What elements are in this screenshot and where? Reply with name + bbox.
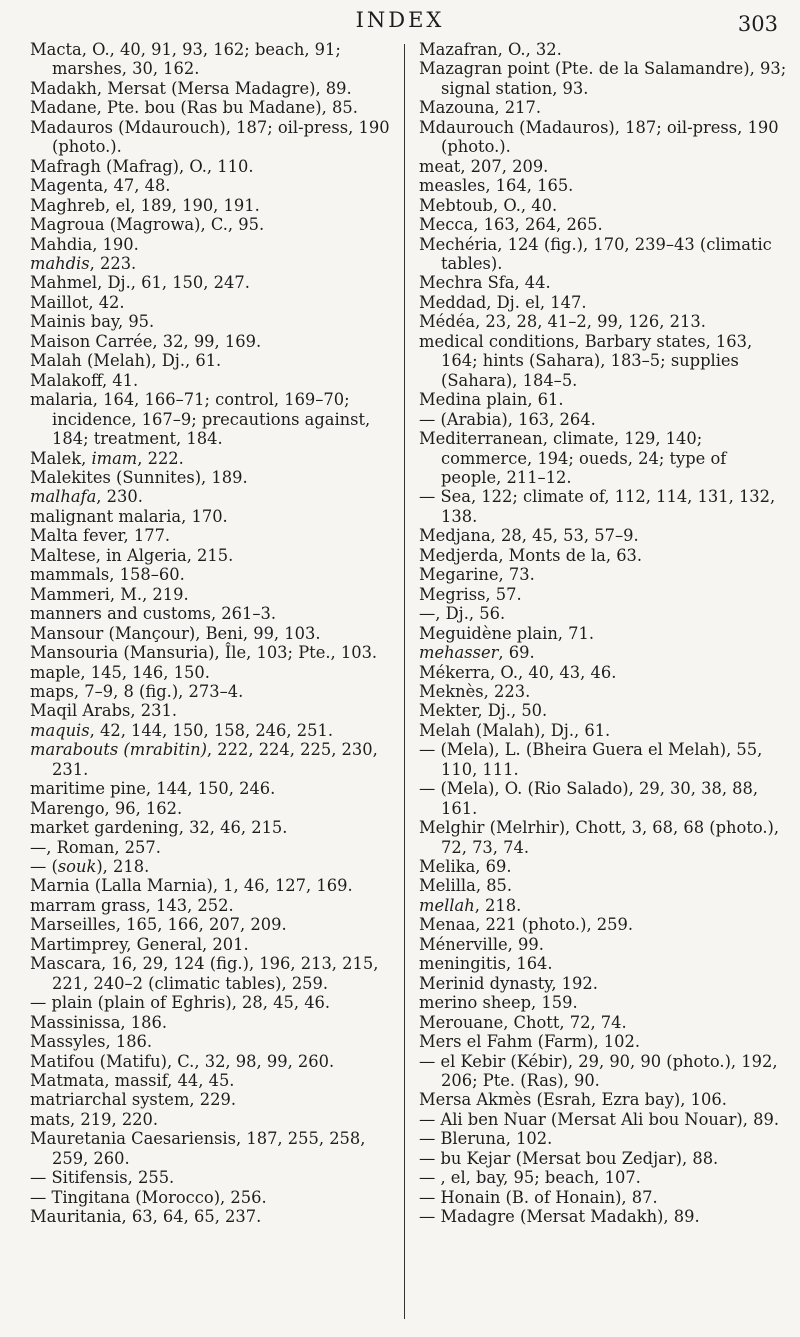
index-entry	[30, 371, 402, 390]
index-entry-text: — plain (plain of Eghris), 28, 45, 46.	[30, 993, 331, 1013]
index-entry	[419, 624, 791, 643]
index-column-left	[30, 40, 402, 1227]
index-entry	[419, 526, 791, 545]
index-entry	[30, 176, 402, 195]
index-entry-text: Meddad, Dj. el, 147.	[419, 292, 587, 312]
index-entry-text: —, Roman, 257.	[30, 837, 161, 857]
index-entry	[30, 779, 402, 798]
index-entry-text: marram grass, 143, 252.	[30, 895, 234, 915]
index-entry	[30, 1188, 402, 1207]
index-entry-text: Madakh, Mersat (Mersa Madagre), 89.	[30, 78, 352, 98]
index-entry-text: Médéa, 23, 28, 41–2, 99, 126, 213.	[419, 312, 706, 332]
index-entry-text: Mebtoub, O., 40.	[419, 195, 558, 215]
index-entry	[30, 468, 402, 487]
index-entry	[419, 682, 791, 701]
index-entry-text: Melilla, 85.	[419, 876, 513, 896]
index-entry	[30, 118, 402, 157]
index-entry	[419, 118, 791, 157]
index-entry	[419, 293, 791, 312]
index-entry-text: —, Dj., 56.	[419, 604, 506, 624]
index-entry	[30, 740, 402, 779]
index-entry	[419, 565, 791, 584]
index-entry	[419, 235, 791, 274]
index-entry	[30, 838, 402, 857]
index-entry-text: Mazagran point (Pte. de la Salamandre), 93; signal station, 93.	[419, 59, 787, 98]
index-entry	[30, 487, 402, 506]
index-entry	[30, 1207, 402, 1226]
index-entry	[419, 701, 791, 720]
index-entry-text: Massyles, 186.	[30, 1032, 153, 1052]
index-entry-text: Mdaurouch (Madauros), 187; oil-press, 190 (photo.).	[419, 117, 779, 157]
index-entry	[419, 1149, 791, 1168]
index-entry	[419, 954, 791, 973]
index-entry	[419, 196, 791, 215]
index-entry	[30, 604, 402, 623]
index-entry	[30, 332, 402, 351]
index-entry-text: matriarchal system, 229.	[30, 1090, 236, 1110]
index-entry	[30, 643, 402, 662]
index-entry	[419, 585, 791, 604]
index-entry-text: Melah (Malah), Dj., 61.	[419, 720, 611, 740]
index-entry-text: Magenta, 47, 48.	[30, 176, 171, 196]
index-entry	[30, 79, 402, 98]
index-entry-text: Marseilles, 165, 166, 207, 209.	[30, 915, 287, 935]
index-entry-text: medical conditions, Barbary states, 163, 164; hints (Sahara), 183–5; supplies (Sahara), 184–5.	[419, 331, 753, 390]
index-entry-text: Mediterranean, climate, 129, 140; commerce, 194; oueds, 24; type of people, 211–12.	[419, 429, 727, 487]
index-entry-text: market gardening, 32, 46, 215.	[30, 818, 288, 838]
index-entry-text: Mazafran, O., 32.	[419, 40, 562, 59]
index-entry-text: — Tingitana (Morocco), 256.	[30, 1187, 267, 1207]
index-entry	[30, 351, 402, 370]
index-entry-text: Mahdia, 190.	[30, 234, 139, 254]
index-entry-text: Medjerda, Monts de la, 63.	[419, 545, 643, 565]
index-entry-text: maps, 7–9, 8 (fig.), 273–4.	[30, 681, 244, 701]
index-entry	[30, 196, 402, 215]
index-entry-text: mehasser, 69.	[419, 643, 535, 663]
index-entry	[419, 1207, 791, 1226]
index-entry	[419, 429, 791, 487]
index-entry	[419, 1168, 791, 1187]
index-entry	[419, 779, 791, 818]
index-entry	[419, 974, 791, 993]
index-entry	[419, 390, 791, 409]
index-entry	[30, 98, 402, 117]
index-entry	[30, 818, 402, 837]
index-entry-text: Mechra Sfa, 44.	[419, 273, 551, 293]
index-entry-text: Megarine, 73.	[419, 565, 535, 585]
index-entry-text: — , el, bay, 95; beach, 107.	[419, 1168, 641, 1188]
index-entry	[30, 254, 402, 273]
index-entry-text: Mékerra, O., 40, 43, 46.	[419, 662, 617, 682]
index-entry	[419, 1013, 791, 1032]
index-entry	[419, 915, 791, 934]
page-number: 303	[737, 12, 778, 36]
index-entry	[30, 954, 402, 993]
index-entry-text: Mersa Akmès (Esrah, Ezra bay), 106.	[419, 1090, 727, 1110]
index-entry	[419, 876, 791, 895]
index-entry-text: Maltese, in Algeria, 215.	[30, 545, 234, 565]
index-entry	[30, 701, 402, 720]
index-entry	[419, 740, 791, 779]
index-entry-text: Mansouria (Mansuria), Île, 103; Pte., 103.	[30, 643, 378, 663]
index-entry-text: Mafragh (Mafrag), O., 110.	[30, 156, 254, 176]
index-entry-text: Martimprey, General, 201.	[30, 934, 249, 954]
index-entry	[419, 818, 791, 857]
index-entry	[30, 526, 402, 545]
index-entry	[30, 896, 402, 915]
index-entry-text: — (Mela), L. (Bheira Guera el Melah), 55, 110, 111.	[419, 740, 763, 779]
index-entry	[419, 98, 791, 117]
index-entry	[30, 507, 402, 526]
index-entry	[30, 915, 402, 934]
index-entry	[419, 215, 791, 234]
index-entry	[30, 157, 402, 176]
index-entry	[30, 449, 402, 468]
index-entry-text: malhafa, 230.	[30, 487, 143, 507]
index-entry-text: measles, 164, 165.	[419, 176, 574, 196]
index-entry-text: meningitis, 164.	[419, 954, 553, 974]
index-entry-text: Ménerville, 99.	[419, 934, 544, 954]
index-entry-text: — Sitifensis, 255.	[30, 1168, 175, 1188]
index-entry	[30, 1090, 402, 1109]
index-entry-text: Megriss, 57.	[419, 584, 522, 604]
index-entry-text: Mauretania Caesariensis, 187, 255, 258, 259, 260.	[30, 1129, 366, 1168]
index-entry	[30, 273, 402, 292]
index-entry	[419, 1032, 791, 1051]
index-entry-text: mammals, 158–60.	[30, 565, 185, 585]
index-entry	[30, 390, 402, 448]
index-entry	[30, 857, 402, 876]
index-entry-text: Mammeri, M., 219.	[30, 584, 189, 604]
index-entry	[30, 1110, 402, 1129]
index-entry-text: — (souk), 218.	[30, 857, 150, 877]
index-entry	[30, 682, 402, 701]
index-entry-text: Mers el Fahm (Farm), 102.	[419, 1032, 641, 1052]
index-entry	[30, 293, 402, 312]
index-entry-text: Mascara, 16, 29, 124 (fig.), 196, 213, 215, 221, 240–2 (climatic tables), 259.	[30, 954, 379, 993]
index-entry	[419, 1129, 791, 1148]
index-entry	[419, 59, 791, 98]
index-entry	[30, 1129, 402, 1168]
index-entry	[30, 546, 402, 565]
index-entry-text: Matifou (Matifu), C., 32, 98, 99, 260.	[30, 1051, 335, 1071]
index-entry-text: Mazouna, 217.	[419, 98, 542, 118]
index-entry	[30, 721, 402, 740]
index-entry	[30, 585, 402, 604]
index-entry-text: — Honain (B. of Honain), 87.	[419, 1187, 658, 1207]
index-entry	[30, 235, 402, 254]
index-entry-text: — Bleruna, 102.	[419, 1129, 553, 1149]
index-entry	[30, 935, 402, 954]
index-entry-text: Merouane, Chott, 72, 74.	[419, 1012, 627, 1032]
index-entry-text: Maqil Arabs, 231.	[30, 701, 178, 721]
index-entry	[419, 857, 791, 876]
index-column-right	[419, 40, 791, 1227]
index-entry-text: Mahmel, Dj., 61, 150, 247.	[30, 273, 250, 293]
index-entry-text: Malakoff, 41.	[30, 370, 139, 390]
index-entry-text: Melika, 69.	[419, 857, 512, 877]
index-entry-text: Maghreb, el, 189, 190, 191.	[30, 195, 260, 215]
index-entry-text: maritime pine, 144, 150, 246.	[30, 779, 276, 799]
index-entry	[419, 487, 791, 526]
index-entry-text: Mekter, Dj., 50.	[419, 701, 548, 721]
index-entry	[419, 40, 791, 59]
index-entry	[30, 215, 402, 234]
index-entry-text: mahdis, 223.	[30, 253, 137, 273]
index-entry	[419, 643, 791, 662]
index-entry-text: Maison Carrée, 32, 99, 169.	[30, 331, 262, 351]
index-entry	[419, 1188, 791, 1207]
index-entry-text: Marnia (Lalla Marnia), 1, 46, 127, 169.	[30, 876, 353, 896]
index-entry-text: Mechéria, 124 (fig.), 170, 239–43 (climatic tables).	[419, 234, 772, 273]
index-entry-text: mellah, 218.	[419, 895, 522, 915]
index-entry	[419, 935, 791, 954]
index-entry	[30, 1032, 402, 1051]
index-entry-text: Melghir (Melrhir), Chott, 3, 68, 68 (photo.), 72, 73, 74.	[419, 818, 780, 857]
index-entry	[30, 1168, 402, 1187]
index-entry-text: Magroua (Magrowa), C., 95.	[30, 215, 265, 235]
index-entry	[30, 312, 402, 331]
index-entry-text: manners and customs, 261–3.	[30, 604, 277, 624]
page-header	[0, 6, 800, 42]
index-entry-text: merino sheep, 159.	[419, 993, 578, 1013]
index-entry-text: Meguidène plain, 71.	[419, 623, 595, 643]
index-entry-text: Madauros (Mdaurouch), 187; oil-press, 190 (photo.).	[30, 117, 390, 157]
index-entry-text: maquis, 42, 144, 150, 158, 246, 251.	[30, 720, 334, 740]
index-entry	[30, 799, 402, 818]
index-entry-text: mats, 219, 220.	[30, 1109, 159, 1129]
index-entry	[30, 663, 402, 682]
column-divider	[404, 44, 405, 1319]
index-entry	[419, 1090, 791, 1109]
index-entry-text: Marengo, 96, 162.	[30, 798, 183, 818]
index-entry-text: Menaa, 221 (photo.), 259.	[419, 915, 634, 935]
index-entry-text: Mansour (Mançour), Beni, 99, 103.	[30, 623, 321, 643]
index-entry-text: — (Arabia), 163, 264.	[419, 409, 596, 429]
index-entry-text: Malek, imam, 222.	[30, 448, 184, 468]
index-entry-text: — Sea, 122; climate of, 112, 114, 131, 132, 138.	[419, 487, 776, 526]
index-entry-text: Macta, O., 40, 91, 93, 162; beach, 91; marshes, 30, 162.	[30, 40, 341, 79]
index-entry	[419, 312, 791, 331]
index-entry-text: — bu Kejar (Mersat bou Zedjar), 88.	[419, 1148, 719, 1168]
index-entry	[419, 410, 791, 429]
index-entry	[419, 663, 791, 682]
index-entry	[30, 40, 402, 79]
index-entry-text: Malta fever, 177.	[30, 526, 171, 546]
index-entry-text: meat, 207, 209.	[419, 156, 549, 176]
index-entry	[419, 546, 791, 565]
index-entry-text: — el Kebir (Kébir), 29, 90, 90 (photo.), 192, 206; Pte. (Ras), 90.	[419, 1051, 778, 1091]
index-entry-text: — Madagre (Mersat Madakh), 89.	[419, 1207, 700, 1227]
index-entry-text: Massinissa, 186.	[30, 1012, 168, 1032]
index-entry-text: Madane, Pte. bou (Ras bu Madane), 85.	[30, 98, 358, 118]
index-entry	[419, 993, 791, 1012]
index-entry	[30, 1013, 402, 1032]
index-entry-text: — (Mela), O. (Rio Salado), 29, 30, 38, 88, 161.	[419, 779, 759, 818]
index-entry-text: Medina plain, 61.	[419, 390, 564, 410]
index-entry	[419, 604, 791, 623]
index-entry	[30, 1071, 402, 1090]
index-entry	[419, 896, 791, 915]
index-entry	[419, 157, 791, 176]
index-entry-text: Merinid dynasty, 192.	[419, 973, 598, 993]
index-entry-text: Matmata, massif, 44, 45.	[30, 1071, 235, 1091]
index-entry-text: Mauritania, 63, 64, 65, 237.	[30, 1207, 262, 1227]
index-entry-text: Malekites (Sunnites), 189.	[30, 467, 248, 487]
index-entry	[30, 565, 402, 584]
index-entry	[30, 624, 402, 643]
index-entry	[419, 176, 791, 195]
index-entry-text: malignant malaria, 170.	[30, 506, 228, 526]
index-entry-text: malaria, 164, 166–71; control, 169–70; incidence, 167–9; precautions against, 184; treatment, 184.	[30, 390, 371, 449]
index-entry-text: maple, 145, 146, 150.	[30, 662, 210, 682]
index-title: INDEX	[355, 8, 445, 32]
index-entry	[419, 721, 791, 740]
index-entry-text: marabouts (mrabitin), 222, 224, 225, 230, 231.	[30, 740, 378, 779]
index-entry-text: Meknès, 223.	[419, 681, 531, 701]
index-entry-text: Mecca, 163, 264, 265.	[419, 215, 603, 235]
index-entry-text: — Ali ben Nuar (Mersat Ali bou Nouar), 89.	[419, 1109, 779, 1129]
index-entry-text: Medjana, 28, 45, 53, 57–9.	[419, 526, 639, 546]
index-entry	[419, 1110, 791, 1129]
index-entry-text: Mainis bay, 95.	[30, 312, 155, 332]
index-entry-text: Maillot, 42.	[30, 292, 125, 312]
index-entry	[30, 993, 402, 1012]
index-entry	[30, 876, 402, 895]
index-entry	[419, 332, 791, 390]
index-entry	[419, 1052, 791, 1091]
index-entry	[419, 273, 791, 292]
index-entry	[30, 1052, 402, 1071]
index-entry-text: Malah (Melah), Dj., 61.	[30, 351, 222, 371]
